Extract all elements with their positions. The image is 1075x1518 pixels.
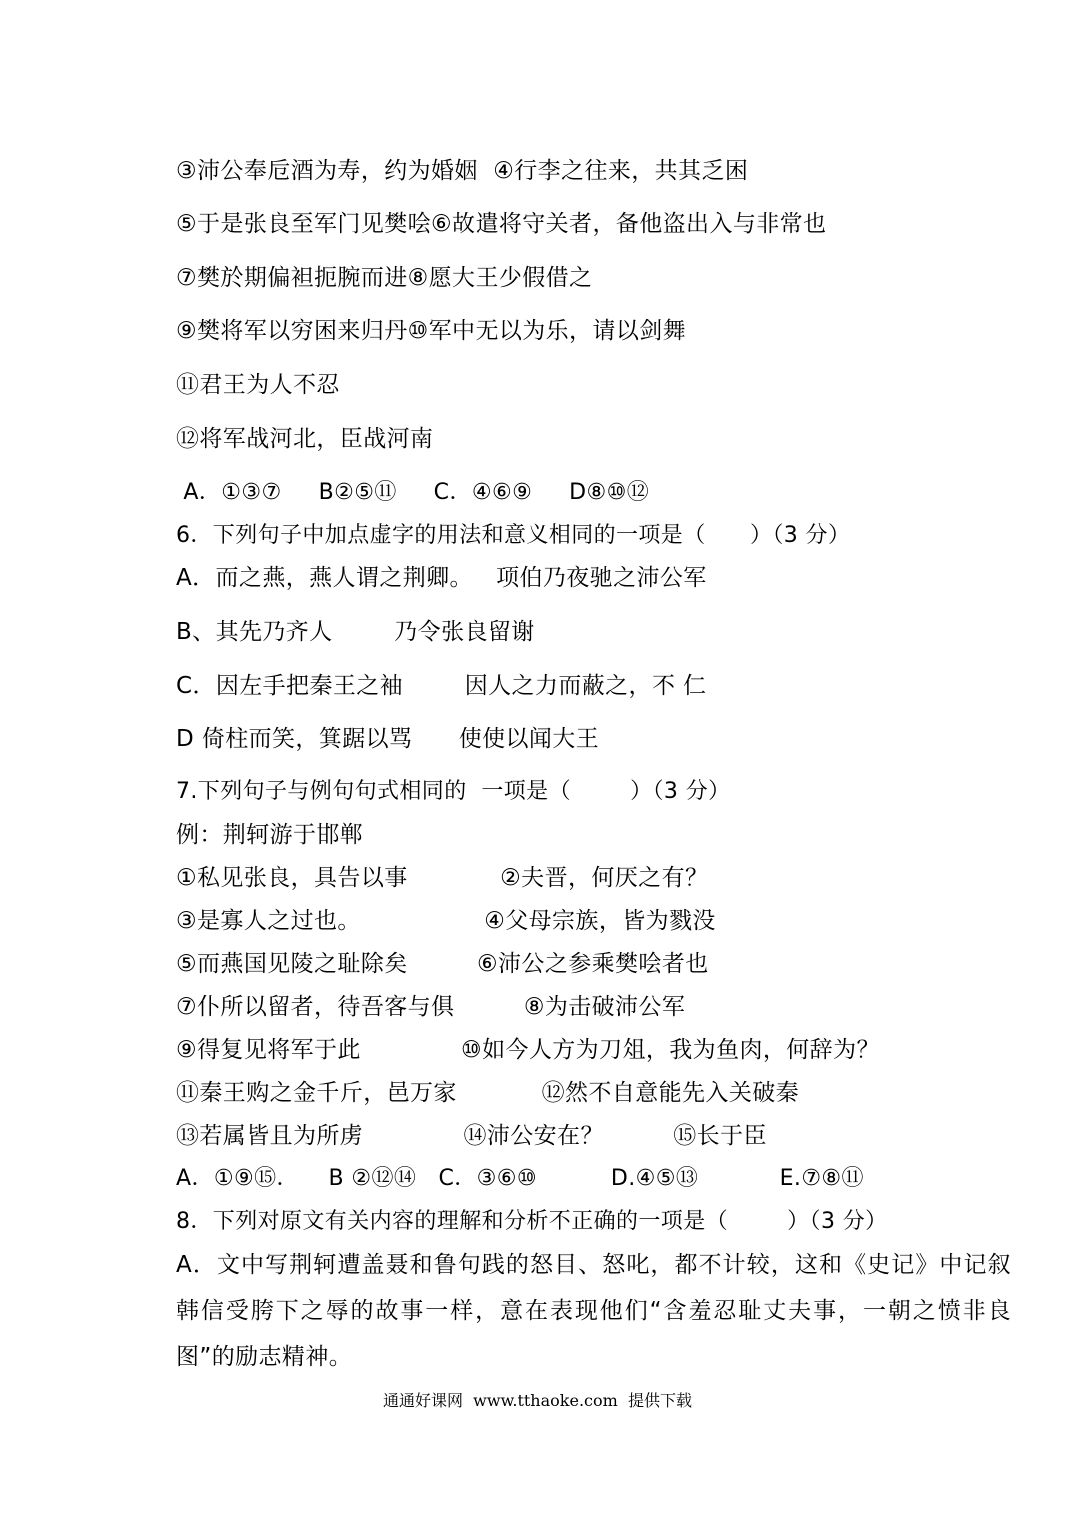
q7-stem: 7.下列句子与例句句式相同的 一项是（ ）（3 分） bbox=[176, 779, 731, 804]
q6-option-b: B、其先乃齐人 乃令张良留谢 bbox=[176, 619, 535, 645]
q5-line-7-8: ⑦樊於期偏袒扼腕而进⑧愿大王少假借之 bbox=[176, 265, 593, 291]
q6-option-c: C．因左手把秦王之袖 因人之力而蔽之，不 仁 bbox=[176, 673, 707, 699]
q6-option-d: D 倚柱而笑，箕踞以骂 使使以闻大王 bbox=[176, 726, 600, 752]
q7-example: 例：荆轲游于邯郸 bbox=[176, 822, 364, 848]
q7-answer-options: A．①⑨⑮． B ②⑫⑭ C．③⑥⑩ D.④⑤⑬ E.⑦⑧⑪ bbox=[176, 1166, 864, 1191]
q7-item-row-6: ⑪秦王购之金千斤，邑万家 ⑫然不自意能先入关破秦 bbox=[176, 1080, 800, 1106]
q8-stem: 8．下列对原文有关内容的理解和分析不正确的一项是（ ）（3 分） bbox=[176, 1209, 888, 1234]
q5-line-5-6: ⑤于是张良至军门见樊哙⑥故遣将守关者，备他盗出入与非常也 bbox=[176, 211, 827, 237]
q5-answer-options: A．①③⑦ B②⑤⑪ C．④⑥⑨ D⑧⑩⑫ bbox=[176, 480, 650, 505]
q5-line-11: ⑪君王为人不忍 bbox=[176, 372, 340, 398]
q6-option-a: A．而之燕，燕人谓之荆卿。 项伯乃夜驰之沛公军 bbox=[176, 565, 707, 591]
q5-line-3-4: ③沛公奉卮酒为寿，约为婚姻 ④行李之往来，共其乏困 bbox=[176, 158, 749, 184]
q7-item-row-4: ⑦仆所以留者，待吾客与俱 ⑧为击破沛公军 bbox=[176, 994, 686, 1020]
q5-line-12: ⑫将军战河北，臣战河南 bbox=[176, 426, 434, 452]
q7-item-row-7: ⑬若属皆且为所虏 ⑭沛公安在？ ⑮长于臣 bbox=[176, 1123, 767, 1149]
page-footer: 通通好课网 www.tthaoke.com 提供下载 bbox=[383, 1391, 692, 1410]
q7-item-row-5: ⑨得复见将军于此 ⑩如今人方为刀俎，我为鱼肉，何辞为？ bbox=[176, 1037, 880, 1063]
q7-item-row-2: ③是寡人之过也。 ④父母宗族，皆为戮没 bbox=[176, 908, 716, 934]
q6-stem: 6．下列句子中加点虚字的用法和意义相同的一项是（ ）（3 分） bbox=[176, 523, 851, 548]
q8-option-a: A．文中写荆轲遭盖聂和鲁句践的怒目、怒叱，都不计较，这和《史记》中记叙韩信受胯下之辱的故事一样，意在表现他们“含羞忍耻丈夫事，一朝之愤非良图”的励志精神。 bbox=[176, 1252, 1011, 1370]
q5-line-9-10: ⑨樊将军以穷困来归丹⑩军中无以为乐，请以剑舞 bbox=[176, 318, 687, 344]
q7-item-row-3: ⑤而燕国见陵之耻除矣 ⑥沛公之参乘樊哙者也 bbox=[176, 951, 709, 977]
q7-item-row-1: ①私见张良，具告以事 ②夫晋，何厌之有？ bbox=[176, 865, 709, 891]
